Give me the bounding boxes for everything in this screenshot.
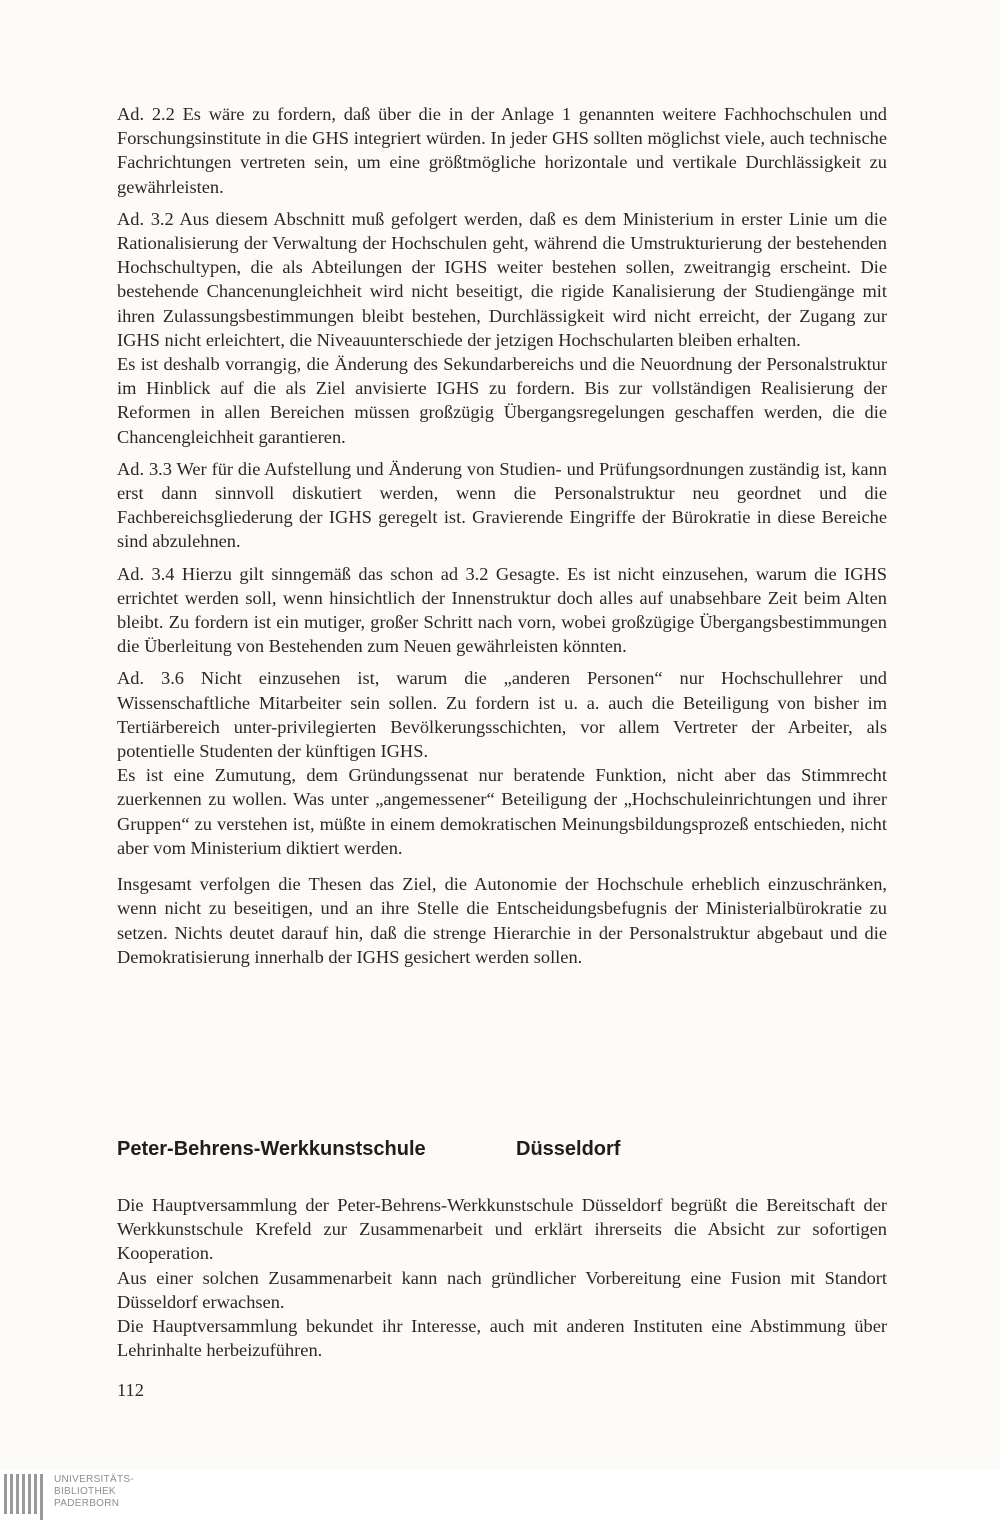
paragraph-ad-3-2-continued: Es ist deshalb vorrangig, die Änderung des Sekundarbereichs und die Neuordnung der Personalstruktur im Hinblick auf die als Ziel anvisierte IGHS zu fordern. Bis zur vollständigen Realisierung der Reformen in allen Bereichen müssen großzügig Übergangsregelungen geschaffen werden, die die Chancengleichheit garantieren.: [117, 354, 887, 447]
page-number: 112: [117, 1380, 144, 1400]
library-logo-line-3: PADERBORN: [54, 1498, 120, 1509]
library-logo-line-1: UNIVERSITÄTS-: [54, 1474, 135, 1485]
section-heading-city: Düsseldorf: [516, 1138, 621, 1160]
section-paragraph-1: Die Hauptversammlung der Peter-Behrens-Werkkunstschule Düsseldorf begrüßt die Bereitschaft der Werkkunstschule Krefeld zur Zusammenarbeit und erklärt ihrerseits die Absicht zur sofortigen Kooperation.: [117, 1195, 887, 1264]
paragraph-summary: Insgesamt verfolgen die Thesen das Ziel, die Autonomie der Hochschule erheblich einzuschränken, wenn nicht zu beseitigen, und an ihre Stelle die Entscheidungsbefugnis der Ministerialbürokratie zu setzen. Nichts deutet darauf hin, daß die strenge Hierarchie in der Personalstruktur abgebaut und die Demokratisierung innerhalb der IGHS gesichert werden sollen.: [117, 874, 887, 967]
section-paragraph-3: Die Hauptversammlung bekundet ihr Interesse, auch mit anderen Instituten eine Abstimmung über Lehrinhalte herbeizuführen.: [117, 1316, 887, 1361]
paragraph-ad-2-2: Ad. 2.2 Es wäre zu fordern, daß über die in der Anlage 1 genannten weitere Fachhochschulen und Forschungsinstitute in die GHS integriert würden. In jeder GHS sollten möglichst viele, auch technische Fachrichtungen vertreten sein, um eine größtmögliche horizontale und vertikale Durchlässigkeit zu gewährleisten.: [117, 104, 887, 197]
paragraph-ad-3-3: Ad. 3.3 Wer für die Aufstellung und Änderung von Studien- und Prüfungsordnungen zuständig ist, kann erst dann sinnvoll diskutiert werden, wenn die Personalstruktur neu geordnet und die Fachbereichsgliederung der IGHS geregelt ist. Gravierende Eingriffe der Bürokratie in diese Bereiche sind abzulehnen.: [117, 458, 887, 552]
section-text-body: [117, 1193, 887, 1362]
section-heading: [117, 1138, 887, 1168]
paragraph-ad-3-6: Ad. 3.6 Nicht einzusehen ist, warum die „anderen Personen“ nur Hochschullehrer und Wissenschaftliche Mitarbeiter sein sollen. Zu fordern ist u. a. auch die Beteiligung von bisher im Tertiärbereich unter-privilegierten Bevölkerungsschichten, vor allem Vertreter der Arbeiter, als potentielle Studenten der künftigen IGHS.: [117, 668, 887, 762]
paragraph-ad-3-4: Ad. 3.4 Hierzu gilt sinngemäß das schon ad 3.2 Gesagte. Es ist nicht einzusehen, warum die IGHS errichtet werden soll, wenn hinsichtlich der Innenstruktur doch alles auf unabsehbare Zeit beim Alten bleibt. Zu fordern ist ein mutiger, großer Schritt nach vorn, wobei großzügige Übergangsbestimmungen die Überleitung von Bestehenden zum Neuen gewährleisten könnten.: [117, 563, 887, 657]
section-paragraph-2: Aus einer solchen Zusammenarbeit kann nach gründlicher Vorbereitung eine Fusion mit Standort Düsseldorf erwachsen.: [117, 1267, 887, 1312]
paragraph-ad-3-6-continued: Es ist eine Zumutung, dem Gründungssenat nur beratende Funktion, nicht aber das Stimmrecht zuerkennen zu wollen. Was unter „angemessener“ Beteiligung der „Hochschuleinrichtungen und ihrer Gruppen“ zu verstehen ist, müßte in einem demokratischen Meinungsbildungsprozeß entschieden, nicht aber vom Ministerium diktiert werden.: [117, 765, 887, 858]
section-heading-school: Peter-Behrens-Werkkunstschule: [117, 1138, 426, 1160]
main-text-body: [117, 102, 887, 969]
library-logo-text: [54, 1474, 134, 1510]
paragraph-ad-3-2: Ad. 3.2 Aus diesem Abschnitt muß gefolgert werden, daß es dem Ministerium in erster Linie um die Rationalisierung der Verwaltung der Hochschulen geht, während die Umstrukturierung der bestehenden Hochschultypen, die als Abteilungen der IGHS weiter bestehen sollen, zweitrangig erscheint. Die bestehende Chancenungleichheit wird nicht beseitigt, die rigide Kanalisierung der Studiengänge mit ihren Zulassungsbestimmungen bleibt bestehen, Durchlässigkeit wird nicht erreicht, der Zugang zur IGHS nicht erleichtert, die Niveauunterschiede der jetzigen Hochschularten bleiben erhalten.: [117, 208, 887, 350]
library-logo: [0, 1474, 160, 1522]
library-logo-line-2: BIBLIOTHEK: [54, 1486, 116, 1497]
library-logo-bars-icon: [4, 1474, 48, 1520]
